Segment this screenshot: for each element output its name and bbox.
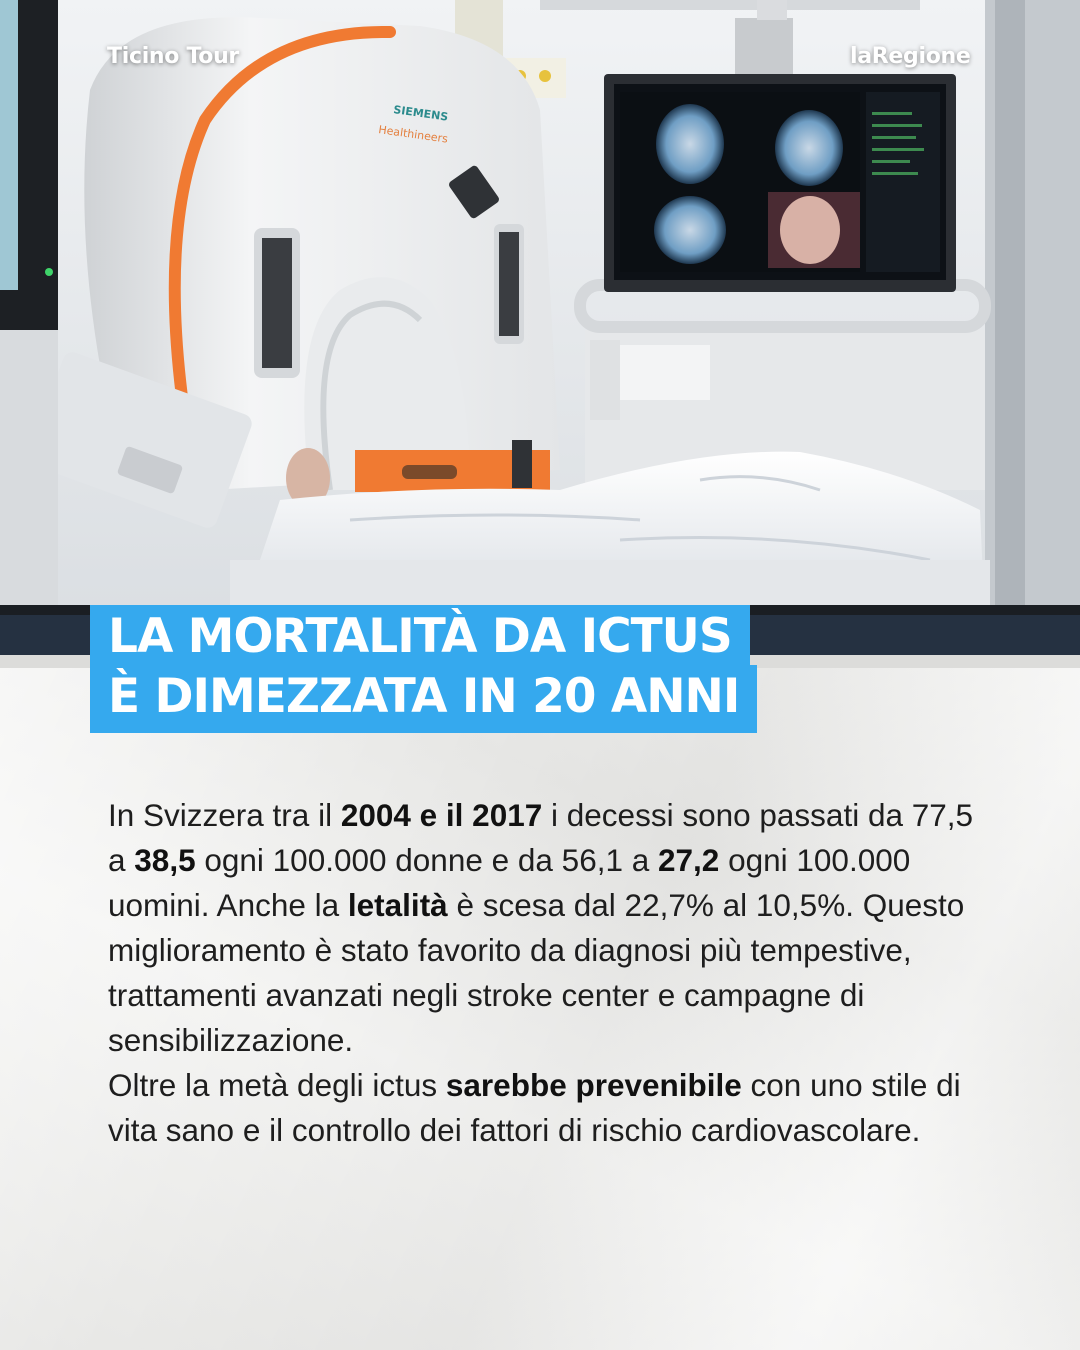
headline bbox=[90, 605, 757, 733]
ct-scanner-illustration bbox=[0, 0, 1080, 668]
body-bold-women-value: 38,5 bbox=[134, 842, 196, 878]
article-body bbox=[108, 793, 988, 1153]
brand-ticino-tour: Ticino Tour bbox=[107, 44, 239, 69]
hero-photo bbox=[0, 0, 1080, 668]
healthineers-logo-text: Healthineers bbox=[377, 123, 449, 146]
headline-line-1: LA MORTALITÀ DA ICTUS bbox=[90, 605, 750, 667]
headline-line-2: È DIMEZZATA IN 20 ANNI bbox=[90, 665, 757, 733]
body-bold-men-value: 27,2 bbox=[658, 842, 720, 878]
body-bold-years: 2004 e il 2017 bbox=[340, 797, 543, 833]
body-bold-letalita: letalità bbox=[347, 887, 448, 923]
body-bold-prevenibile: sarebbe prevenibile bbox=[445, 1067, 742, 1103]
siemens-logo-text: SIEMENS bbox=[392, 103, 449, 124]
brand-laregione: laRegione bbox=[850, 44, 971, 69]
body-text-segment: ogni 100.000 donne e da 56,1 a bbox=[195, 842, 659, 878]
body-text-segment: In Svizzera tra il bbox=[108, 797, 341, 833]
body-text-segment: è scesa dal 22,7% al 10,5%. Questo miglioramento è stato favorito da diagnosi più tempestive, trattamenti avanzati negli stroke center e campagne di sensibilizzazione. bbox=[108, 887, 965, 1058]
body-text-segment: ogni 100.000 uomini. Anche la bbox=[108, 842, 911, 923]
body-text-segment: Oltre la metà degli ictus bbox=[108, 1067, 446, 1103]
body-text-segment: con uno stile di vita sano e il controllo dei fattori di rischio cardiovascolare. bbox=[108, 1067, 961, 1148]
body-text-segment: i decessi sono passati da 77,5 a bbox=[108, 797, 974, 878]
